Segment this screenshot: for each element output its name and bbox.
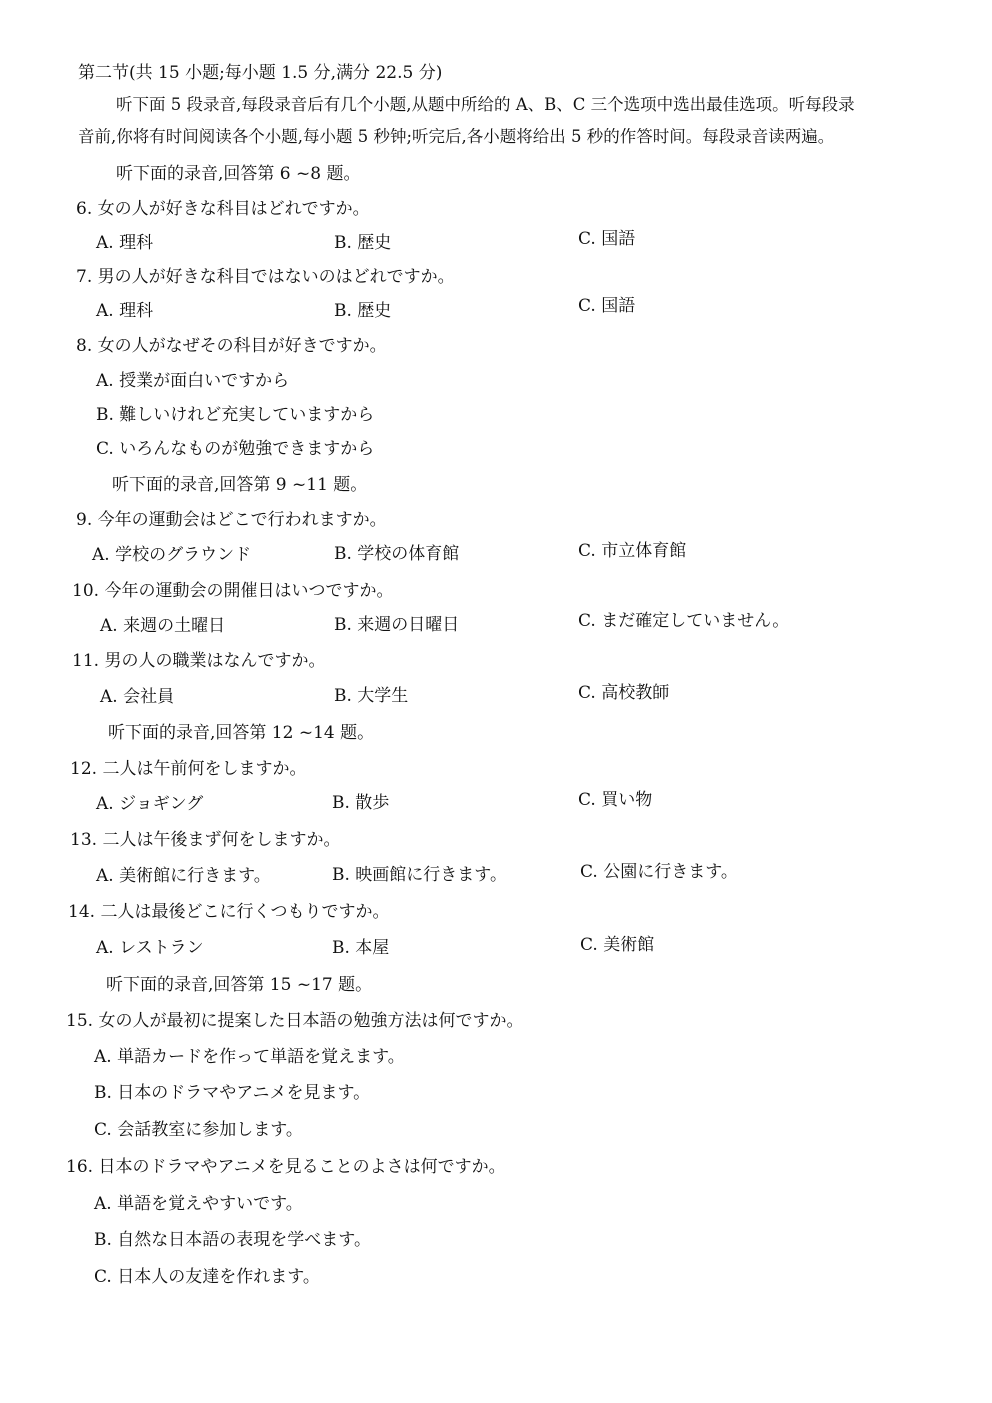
q12-option-c: C. 買い物 <box>578 790 653 810</box>
question-14: 14. 二人は最後どこに行くつもりですか。 <box>68 902 390 922</box>
q7-option-c: C. 国語 <box>578 296 636 316</box>
instructions-line-1: 听下面 5 段录音,每段录音后有几个小题,从题中所给的 A、B、C 三个选项中选出最佳选项。听每段录 <box>116 95 855 114</box>
question-12: 12. 二人は午前何をしますか。 <box>70 759 307 779</box>
q15-option-a: A. 単語カードを作って単語を覚えます。 <box>94 1047 405 1067</box>
q7-option-a: A. 理科 <box>96 301 154 321</box>
q11-option-b: B. 大学生 <box>334 686 409 706</box>
question-9: 9. 今年の運動会はどこで行われますか。 <box>76 510 387 530</box>
question-8: 8. 女の人がなぜその科目が好きですか。 <box>76 336 387 356</box>
q10-option-c: C. まだ確定していません。 <box>578 611 790 631</box>
listening-intro-3: 听下面的录音,回答第 12 ~14 题。 <box>108 723 375 743</box>
q6-option-b: B. 歴史 <box>334 233 392 253</box>
q6-option-a: A. 理科 <box>96 233 154 253</box>
q6-option-c: C. 国語 <box>578 229 636 249</box>
q15-option-c: C. 会話教室に参加します。 <box>94 1120 303 1140</box>
listening-intro-2: 听下面的录音,回答第 9 ~11 题。 <box>112 475 368 495</box>
question-16: 16. 日本のドラマやアニメを見ることのよさは何ですか。 <box>66 1157 506 1177</box>
question-6: 6. 女の人が好きな科目はどれですか。 <box>76 199 370 219</box>
q16-option-b: B. 自然な日本語の表現を学べます。 <box>94 1230 371 1250</box>
question-11: 11. 男の人の職業はなんですか。 <box>72 651 326 671</box>
q8-option-a: A. 授業が面白いですから <box>96 371 290 391</box>
q14-option-c: C. 美術館 <box>580 935 655 955</box>
q13-option-b: B. 映画館に行きます。 <box>332 865 507 885</box>
q11-option-a: A. 会社員 <box>100 687 175 707</box>
q10-option-b: B. 来週の日曜日 <box>334 615 460 635</box>
instructions-line-2: 音前,你将有时间阅读各个小题,每小题 5 秒钟;听完后,各小题将给出 5 秒的作答时间。每段录音读两遍。 <box>78 127 835 146</box>
question-13: 13. 二人は午後まず何をしますか。 <box>70 830 341 850</box>
q9-option-a: A. 学校のグラウンド <box>92 545 252 565</box>
listening-intro-1: 听下面的录音,回答第 6 ~8 题。 <box>116 164 361 184</box>
q11-option-c: C. 高校教師 <box>578 683 670 703</box>
q12-option-b: B. 散歩 <box>332 793 390 813</box>
q15-option-b: B. 日本のドラマやアニメを見ます。 <box>94 1083 371 1103</box>
q16-option-c: C. 日本人の友達を作れます。 <box>94 1267 320 1287</box>
q14-option-a: A. レストラン <box>96 938 204 958</box>
q10-option-a: A. 来週の土曜日 <box>100 616 226 636</box>
q9-option-c: C. 市立体育館 <box>578 541 687 561</box>
q12-option-a: A. ジョギング <box>96 794 204 814</box>
question-10: 10. 今年の運動会の開催日はいつですか。 <box>72 581 394 601</box>
q9-option-b: B. 学校の体育館 <box>334 544 460 564</box>
q13-option-a: A. 美術館に行きます。 <box>96 866 271 886</box>
q13-option-c: C. 公園に行きます。 <box>580 862 738 882</box>
q7-option-b: B. 歴史 <box>334 301 392 321</box>
q8-option-b: B. 難しいけれど充実していますから <box>96 405 375 425</box>
section-heading: 第二节(共 15 小题;每小题 1.5 分,满分 22.5 分) <box>78 63 443 83</box>
listening-intro-4: 听下面的录音,回答第 15 ~17 题。 <box>106 975 373 995</box>
question-7: 7. 男の人が好きな科目ではないのはどれですか。 <box>76 267 455 287</box>
question-15: 15. 女の人が最初に提案した日本語の勉強方法は何ですか。 <box>66 1011 524 1031</box>
q14-option-b: B. 本屋 <box>332 938 390 958</box>
q8-option-c: C. いろんなものが勉強できますから <box>96 439 375 459</box>
q16-option-a: A. 単語を覚えやすいです。 <box>94 1194 303 1214</box>
